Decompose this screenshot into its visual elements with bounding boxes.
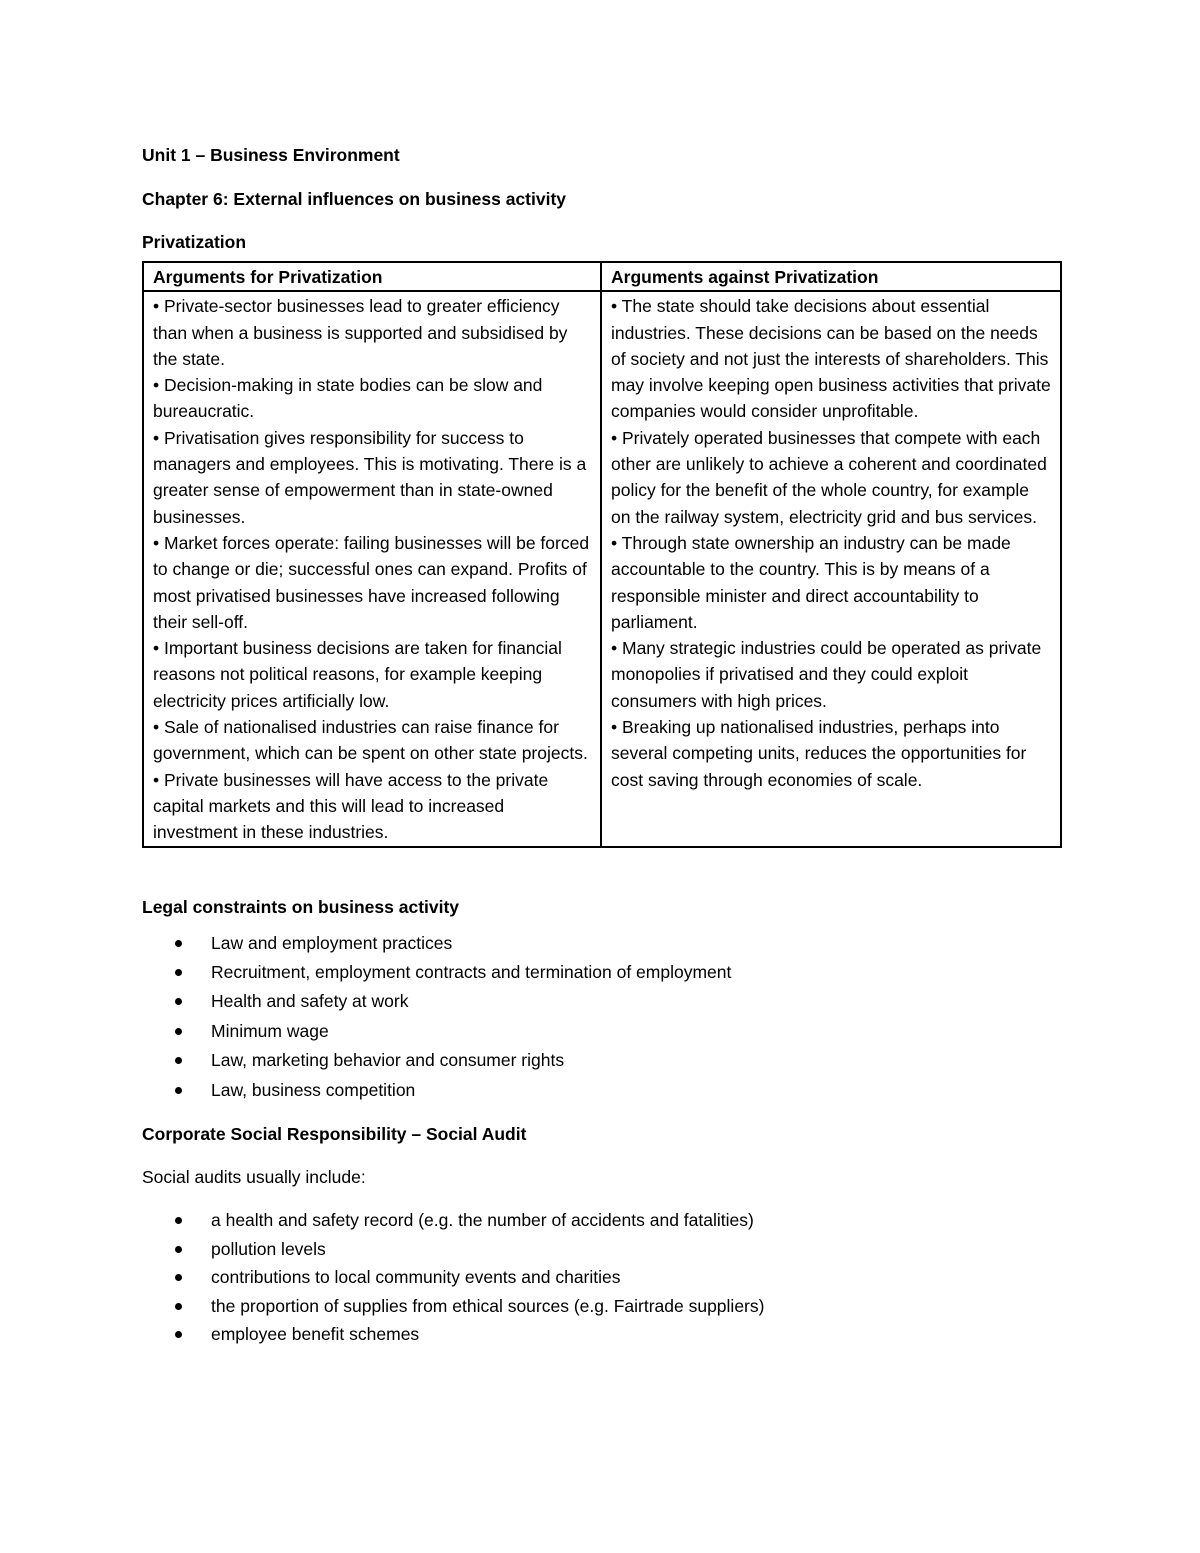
list-item: a health and safety record (e.g. the number of accidents and fatalities) (142, 1206, 1060, 1235)
list-item: contributions to local community events and charities (142, 1263, 1060, 1292)
chapter-title: Chapter 6: External influences on business activity (142, 189, 567, 209)
legal-constraints-title: Legal constraints on business activity (142, 896, 460, 917)
list-item: pollution levels (142, 1235, 1060, 1264)
argument-against-item: • Many strategic industries could be operated as private monopolies if privatised and they could exploit consumers with high prices. (611, 638, 1042, 711)
argument-against-item: • Through state ownership an industry can be made accountable to the country. This is by means of a responsible minister and direct accountability to parliament. (611, 532, 1011, 632)
list-item: the proportion of supplies from ethical sources (e.g. Fairtrade suppliers) (142, 1292, 1060, 1321)
unit-title: Unit 1 – Business Environment (142, 145, 400, 165)
list-item: employee benefit schemes (142, 1320, 1060, 1349)
document-page (142, 143, 1060, 1349)
argument-for-item: • Sale of nationalised industries can raise finance for government, which can be spent on other state projects. (153, 717, 588, 764)
argument-against-item: • Breaking up nationalised industries, perhaps into several competing units, reduces the opportunities for cost saving through economies of scale. (611, 717, 1027, 790)
argument-for-item: • Important business decisions are taken for financial reasons not political reasons, for example keeping electricity prices artificially low. (153, 638, 562, 711)
argument-for-item: • Market forces operate: failing businesses will be forced to change or die; successful ones can expand. Profits of most privatised businesses have increased following their sell-off. (153, 532, 590, 632)
argument-against-item: • Privately operated businesses that compete with each other are unlikely to achieve a coherent and coordinated policy for the benefit of the whole country, for example on the railway system, electricity grid and bus services. (611, 427, 1047, 527)
argument-for-item: • Decision-making in state bodies can be slow and bureaucratic. (153, 375, 543, 422)
arguments-against-cell (601, 291, 1061, 846)
argument-against-item: • The state should take decisions about essential industries. These decisions can be based on the needs of society and not just the interests of shareholders. This may involve keeping open business activities that private companies would consider unprofitable. (611, 296, 1051, 422)
header-arguments-against: Arguments against Privatization (601, 262, 1061, 291)
privatization-arguments-table (142, 261, 1062, 848)
list-item: Minimum wage (142, 1017, 1060, 1046)
arguments-for-cell (143, 291, 601, 846)
social-audit-list (142, 1206, 1060, 1349)
argument-for-item: • Private-sector businesses lead to greater efficiency than when a business is supported and subsidised by the state. (153, 296, 568, 369)
table-row (143, 291, 1061, 846)
legal-constraints-list (142, 929, 1060, 1105)
list-item: Law, business competition (142, 1076, 1060, 1105)
csr-title: Corporate Social Responsibility – Social Audit (142, 1123, 527, 1144)
section-privatization-title: Privatization (142, 232, 247, 252)
list-item: Law and employment practices (142, 929, 1060, 958)
list-item: Recruitment, employment contracts and termination of employment (142, 958, 1060, 987)
list-item: Law, marketing behavior and consumer rights (142, 1046, 1060, 1075)
csr-intro: Social audits usually include: (142, 1166, 366, 1187)
argument-for-item: • Private businesses will have access to the private capital markets and this will lead to increased investment in these industries. (153, 769, 549, 843)
list-item: Health and safety at work (142, 987, 1060, 1016)
table-header-row (143, 262, 1061, 291)
header-arguments-for: Arguments for Privatization (143, 262, 601, 291)
argument-for-item: • Privatisation gives responsibility for success to managers and employees. This is motivating. There is a greater sense of empowerment than in state-owned businesses. (153, 427, 587, 527)
